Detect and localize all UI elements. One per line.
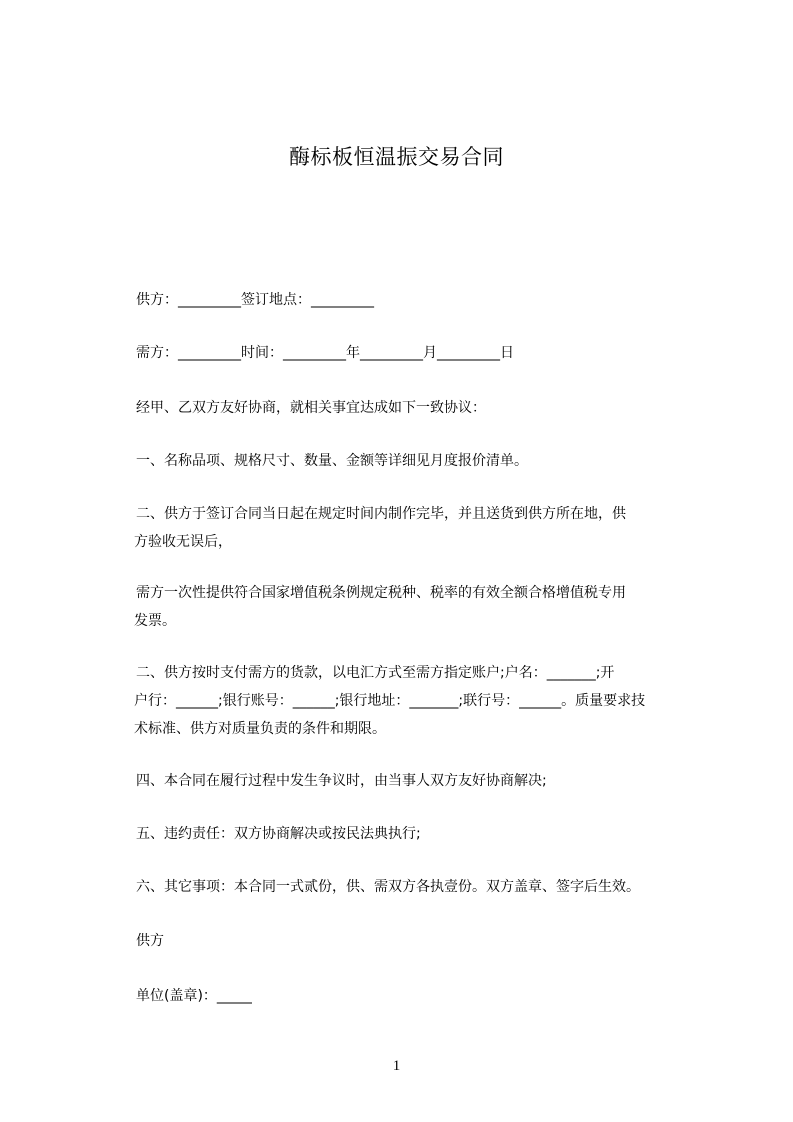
clause-3-line-3: 术标准、供方对质量负责的条件和期限。	[134, 721, 386, 737]
page-number: 1	[392, 1058, 401, 1074]
clause-3-line-1: 二、供方按时支付需方的货款，以电汇方式至需方指定账户;户名：_______;开	[136, 665, 615, 681]
clause-3-line-2: 户行：______;银行账号：______;银行地址：_______;联行号：______。质量要求技	[134, 693, 646, 709]
signature-party: 供方	[136, 933, 164, 949]
clause-3-payment	[136, 659, 702, 743]
intro-line: 经甲、乙双方友好协商，就相关事宜达成如下一致协议：	[136, 400, 486, 416]
clause-4: 四、本合同在履行过程中发生争议时，由当事人双方友好协商解决;	[136, 773, 547, 789]
clause-5: 五、违约责任：双方协商解决或按民法典执行;	[136, 826, 421, 842]
clause-6: 六、其它事项：本合同一式贰份，供、需双方各执壹份。双方盖章、签字后生效。	[136, 879, 640, 895]
clause-2-line-1: 二、供方于签订合同当日起在规定时间内制作完毕，并且送货到供方所在地，供	[136, 506, 626, 522]
document-title: 酶标板恒温振交易合同	[289, 145, 504, 169]
clause-2-line-2: 方验收无误后，	[134, 534, 232, 550]
signature-unit-seal: 单位(盖章)：_____	[136, 988, 252, 1004]
buyer-date-line: 需方：_________时间：_________年_________月_________日	[136, 345, 514, 361]
clause-2-invoice-line-2: 发票。	[134, 613, 176, 629]
clause-2-invoice-line-1: 需方一次性提供符合国家增值税条例规定税种、税率的有效全额合格增值税专用	[136, 585, 626, 601]
clause-1: 一、名称品项、规格尺寸、数量、金额等详细见月度报价清单。	[136, 453, 528, 469]
clause-2-invoice	[136, 579, 702, 635]
clause-2	[136, 500, 702, 556]
supplier-signing-place-line: 供方：_________签订地点：_________	[136, 292, 374, 308]
